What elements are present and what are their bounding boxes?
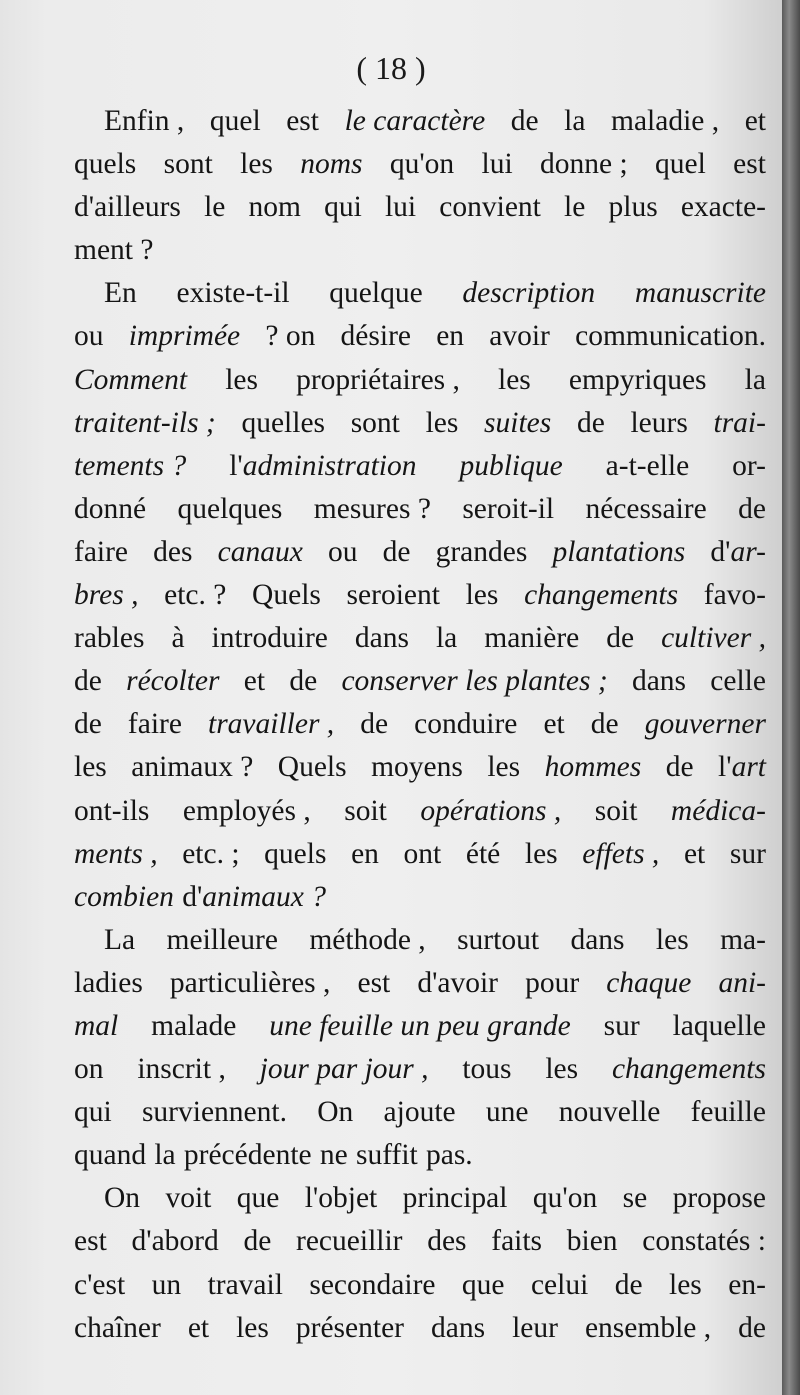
word: pas.	[425, 1139, 473, 1172]
text-line	[74, 1177, 766, 1220]
word: propriétaires ,	[296, 363, 460, 396]
word: ne	[319, 1139, 348, 1172]
word: soit	[344, 794, 387, 827]
word: l'art	[718, 751, 766, 784]
word: etc. ;	[182, 837, 240, 870]
text-line	[74, 833, 766, 876]
text-line	[74, 1134, 766, 1177]
word: or-	[732, 449, 766, 482]
word: est	[357, 966, 391, 999]
word: désire	[340, 320, 411, 353]
text-line	[74, 100, 766, 143]
word: quels	[264, 837, 327, 870]
word: le caractère	[344, 105, 486, 137]
word: grandes	[435, 535, 528, 568]
word: et	[187, 1311, 210, 1344]
word: suffit	[355, 1139, 418, 1172]
word: existe-t-il	[176, 277, 290, 310]
word: plus	[608, 191, 658, 224]
text-line	[74, 272, 766, 315]
word: faire	[74, 535, 129, 568]
text-line	[74, 574, 766, 617]
word: dans	[354, 622, 409, 655]
text-line	[74, 445, 766, 488]
word: quelques	[177, 492, 283, 525]
word: mal	[74, 1009, 119, 1042]
word: On	[317, 1096, 354, 1129]
word: méthode ,	[309, 923, 426, 956]
word: On	[104, 1182, 141, 1215]
word: conserver les plantes ;	[341, 665, 608, 698]
word: exacte-	[680, 191, 766, 224]
text-line	[74, 876, 766, 919]
word: animaux ?	[131, 751, 254, 784]
word: Quels	[252, 579, 321, 612]
word: favo-	[703, 579, 766, 612]
word: de	[243, 1225, 272, 1258]
word: celle	[710, 665, 766, 698]
word: précédente	[183, 1139, 312, 1172]
text-line	[74, 186, 766, 229]
word: ma-	[720, 923, 766, 956]
word: quand	[74, 1139, 147, 1172]
word: on	[74, 1053, 104, 1086]
word: de	[738, 1311, 766, 1344]
word: manuscrite	[634, 277, 766, 310]
word: travailler ,	[208, 708, 335, 741]
word: celui	[530, 1268, 589, 1301]
word: combien	[74, 880, 174, 913]
word: quels	[74, 148, 137, 181]
word: et	[543, 708, 565, 741]
word: nécessaire	[585, 492, 707, 525]
word: publique	[459, 449, 563, 482]
word: d'ailleurs	[74, 191, 181, 224]
word: ladies	[74, 966, 143, 999]
word: sont	[350, 406, 400, 439]
word: les	[524, 837, 558, 870]
word: employés ,	[182, 794, 311, 827]
text-line	[74, 660, 766, 703]
word: leurs	[630, 406, 688, 439]
word: meilleure	[166, 923, 278, 956]
word: manière	[484, 622, 580, 655]
word: des	[427, 1225, 467, 1258]
word: sur	[603, 1009, 640, 1042]
word: constatés :	[642, 1225, 766, 1258]
text-line	[74, 143, 766, 186]
word: opérations ,	[420, 794, 562, 827]
word: est	[286, 105, 319, 137]
word: voit	[165, 1182, 212, 1215]
word: de	[289, 665, 318, 698]
word: Comment	[74, 363, 188, 396]
word: de	[74, 708, 102, 741]
word: en	[436, 320, 465, 353]
word: de	[738, 492, 766, 525]
word: l'objet	[304, 1182, 378, 1215]
word: qui	[324, 191, 362, 224]
word: les	[669, 1268, 702, 1301]
word: nouvelle	[558, 1096, 661, 1129]
word: les	[240, 148, 273, 181]
word: La	[104, 923, 136, 956]
word: hommes	[544, 751, 642, 784]
word: conduire	[414, 708, 518, 741]
word: plantations	[552, 535, 686, 568]
word: tous	[462, 1053, 512, 1086]
word: les	[425, 406, 459, 439]
word: de	[382, 535, 411, 568]
word: ensemble ,	[584, 1311, 712, 1344]
word: à	[171, 622, 185, 655]
word: dans	[570, 923, 625, 956]
word: traitent-ils ;	[74, 406, 216, 439]
word: les	[498, 363, 531, 396]
word: de	[614, 1268, 643, 1301]
word: travail	[207, 1268, 283, 1301]
word: gouverner	[644, 708, 766, 741]
word: est	[733, 148, 766, 181]
word: introduire	[211, 622, 328, 655]
word: maladie ,	[611, 105, 720, 137]
word: ou	[327, 535, 358, 568]
text-line	[74, 315, 766, 358]
text-line	[74, 790, 766, 833]
text-line	[74, 531, 766, 574]
word: tements ?	[74, 449, 187, 482]
word: seroit-il	[462, 492, 555, 525]
word: canaux	[217, 535, 303, 568]
word: donné	[74, 492, 147, 525]
word: seroient	[346, 579, 440, 612]
word: les	[487, 751, 521, 784]
text-line	[74, 1091, 766, 1134]
word: moyens	[371, 751, 463, 784]
word: qui	[74, 1096, 112, 1129]
word: la	[744, 363, 766, 396]
word: de	[665, 751, 694, 784]
word: ou	[74, 320, 104, 353]
word: et	[683, 837, 706, 870]
word: trai-	[713, 406, 766, 439]
text-line	[74, 359, 766, 402]
word: de	[360, 708, 389, 741]
word: imprimée	[128, 320, 241, 353]
word: ment ?	[74, 234, 154, 267]
text-line	[74, 229, 766, 272]
word: la	[435, 622, 458, 655]
word: est	[74, 1225, 107, 1258]
word: Quels	[277, 751, 347, 784]
word: qu'on	[532, 1182, 598, 1215]
word: dans	[631, 665, 687, 698]
word: les	[225, 363, 258, 396]
word: propose	[672, 1182, 766, 1215]
text-line	[74, 919, 766, 962]
word: bien	[566, 1225, 618, 1258]
word: nom	[248, 191, 301, 224]
text-line	[74, 1264, 766, 1307]
word: mesures ?	[313, 492, 431, 525]
word: été	[465, 837, 501, 870]
word: ? on	[265, 320, 316, 353]
word: suites	[484, 406, 552, 439]
word: et	[243, 665, 266, 698]
text-line	[74, 402, 766, 445]
word: etc. ?	[164, 579, 227, 612]
word: donne ;	[540, 148, 628, 181]
word: les	[236, 1311, 269, 1344]
word: secondaire	[309, 1268, 436, 1301]
word: changements	[611, 1053, 766, 1086]
word: convient	[439, 191, 541, 224]
word: surtout	[457, 923, 540, 956]
word: leur	[512, 1311, 558, 1344]
word: récolter	[126, 665, 220, 698]
word: se	[622, 1182, 648, 1215]
word: soit	[594, 794, 638, 827]
word: rables	[74, 622, 145, 655]
word: ont-ils	[74, 794, 150, 827]
word: une feuille un peu grande	[269, 1009, 571, 1042]
word: d'ar-	[710, 535, 766, 568]
body-text	[74, 100, 766, 1350]
text-line	[74, 1220, 766, 1263]
word: le	[564, 191, 586, 224]
page-edge	[782, 0, 800, 1395]
text-line	[74, 1307, 766, 1350]
word: sont	[163, 148, 213, 181]
word: lui	[384, 191, 417, 224]
word: une	[485, 1096, 529, 1129]
word: Enfin ,	[104, 105, 185, 137]
word: et	[744, 105, 766, 137]
word: lui	[481, 148, 513, 181]
word: surviennent.	[141, 1096, 287, 1129]
word: empyriques	[568, 363, 707, 396]
word: principal	[402, 1182, 508, 1215]
word: un	[151, 1268, 182, 1301]
word: avoir	[489, 320, 550, 353]
word: en-	[728, 1268, 766, 1301]
word: présenter	[295, 1311, 404, 1344]
word: de	[510, 105, 539, 137]
word: sur	[729, 837, 766, 870]
word: jour par jour ,	[259, 1053, 429, 1086]
word: de	[74, 665, 102, 698]
word: malade	[151, 1009, 237, 1042]
word: laquelle	[672, 1009, 766, 1042]
word: la	[154, 1139, 176, 1172]
word: chaîner	[74, 1311, 161, 1344]
word: quelque	[329, 277, 423, 310]
word: d'avoir	[417, 966, 499, 999]
word: ajoute	[383, 1096, 456, 1129]
word: la	[564, 105, 586, 137]
word: le	[204, 191, 226, 224]
word: bres ,	[74, 579, 139, 612]
word: faits	[491, 1225, 543, 1258]
word: particulières ,	[169, 966, 331, 999]
word: ments ,	[74, 837, 158, 870]
word: de	[576, 406, 605, 439]
word: d'abord	[131, 1225, 219, 1258]
word: quelles	[241, 406, 326, 439]
word: les	[655, 923, 689, 956]
word: communication.	[575, 320, 766, 353]
word: En	[104, 277, 137, 310]
text-line	[74, 1005, 766, 1048]
word: feuille	[690, 1096, 766, 1129]
word: les	[465, 579, 499, 612]
word: effets ,	[582, 837, 660, 870]
word: chaque	[606, 966, 692, 999]
word: les	[545, 1053, 579, 1086]
word: l'administration	[229, 449, 417, 482]
word: d'animaux ?	[182, 880, 326, 913]
text-line	[74, 617, 766, 660]
word: ani-	[718, 966, 766, 999]
word: c'est	[74, 1268, 126, 1301]
word: ont	[403, 837, 442, 870]
word: de	[590, 708, 619, 741]
word: de	[606, 622, 635, 655]
word: des	[153, 535, 193, 568]
word: faire	[127, 708, 182, 741]
word: quel	[209, 105, 261, 137]
text-line	[74, 746, 766, 789]
word: inscrit ,	[137, 1053, 226, 1086]
word: cultiver ,	[661, 622, 766, 655]
text-line	[74, 1048, 766, 1091]
text-line	[74, 488, 766, 531]
word: description	[462, 277, 596, 310]
word: en	[351, 837, 379, 870]
page-number: ( 18 )	[356, 50, 426, 86]
word: a-t-elle	[605, 449, 690, 482]
word: changements	[524, 579, 679, 612]
word: les	[74, 751, 107, 784]
word: recueillir	[296, 1225, 403, 1258]
word: pour	[525, 966, 580, 999]
word: qu'on	[389, 148, 455, 181]
word: que	[236, 1182, 280, 1215]
word: médica-	[670, 794, 766, 827]
word: noms	[300, 148, 363, 181]
word: quel	[655, 148, 706, 181]
text-line	[74, 703, 766, 746]
word: dans	[431, 1311, 486, 1344]
word: que	[461, 1268, 505, 1301]
text-line	[74, 962, 766, 1005]
